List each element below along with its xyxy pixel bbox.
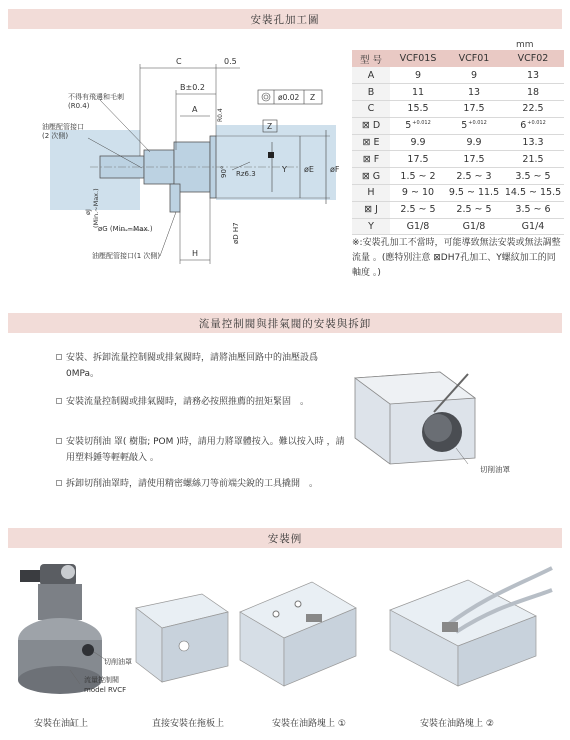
label-port-2: 油壓配管接口 — [42, 123, 84, 131]
section-title: 流量控制閥與排氣閥的安裝與拆卸 — [198, 317, 372, 330]
row-label: ⊠ J — [352, 201, 390, 218]
section-header-examples — [8, 528, 562, 548]
table-cell: G1/4 — [502, 218, 564, 235]
section-header-hole-drawing — [8, 9, 562, 29]
spec-header: VCF01S — [390, 50, 446, 67]
label-no-burr: 不得有飛邊和毛刺 — [68, 93, 124, 101]
list-item — [56, 434, 346, 466]
table-cell: 3.5 ~ 6 — [502, 201, 564, 218]
cover-highlight — [424, 414, 452, 442]
label-r04: (R0.4) — [68, 102, 90, 110]
label-model: model RVCF — [84, 686, 127, 694]
datum-marker — [268, 152, 274, 158]
tol-circ: ø0.02 — [278, 93, 300, 102]
spec-header-row — [352, 50, 564, 67]
dim-df: øF — [330, 165, 340, 174]
spec-note: ※:安裝孔加工不當時，可能導致無法安裝或無法調整流量 。(應特別注意 ⊠DH7孔加工、Y螺紋加工的同軸度 。) — [352, 238, 561, 278]
table-cell: 2.5 ~ 5 — [446, 201, 502, 218]
table-cell — [390, 117, 446, 134]
spec-table — [352, 50, 564, 235]
table-row — [352, 168, 564, 185]
dim-c: C — [176, 57, 182, 66]
table-row — [352, 67, 564, 84]
row-label: ⊠ D — [352, 117, 390, 134]
table-cell: 9.9 — [390, 134, 446, 151]
list-item — [56, 394, 346, 410]
spec-header: VCF02 — [502, 50, 564, 67]
bullet-square-icon — [56, 398, 62, 404]
row-label: Y — [352, 218, 390, 235]
table-cell: 17.5 — [446, 151, 502, 168]
table-row — [352, 218, 564, 235]
section-header-install-removal — [8, 313, 562, 333]
d-value: 5 — [405, 120, 412, 132]
bullet-text: 安裝、拆卸流量控制閥或排氣閥時，請將油壓回路中的油壓設爲0MPa。 — [66, 353, 319, 379]
datum-z: Z — [267, 122, 273, 131]
dim-05: 0.5 — [224, 57, 237, 66]
table-cell: 11 — [390, 84, 446, 101]
example-block1-image — [236, 578, 360, 690]
table-row — [352, 84, 564, 101]
example-slide-image — [132, 590, 232, 690]
bullet-square-icon — [56, 354, 62, 360]
dim-y: Y — [282, 165, 287, 174]
fitting — [20, 570, 40, 582]
table-cell: 9 — [390, 67, 446, 84]
row-label: H — [352, 185, 390, 202]
cover-removal-illustration — [350, 368, 480, 473]
table-row — [352, 101, 564, 118]
example-caption-2: 直接安裝在拖板上 — [152, 719, 225, 729]
section-title: 安裝孔加工圖 — [250, 13, 320, 26]
table-cell: 13 — [502, 67, 564, 84]
list-item — [56, 476, 346, 492]
unit-label: mm — [516, 40, 534, 50]
table-cell: 9.5 ~ 11.5 — [446, 185, 502, 202]
d-tolerance: +0.012 — [412, 120, 431, 127]
table-cell: 15.5 — [390, 101, 446, 118]
table-cell — [446, 117, 502, 134]
label-cover: 切削油罩 — [104, 658, 132, 666]
table-cell: 2.5 ~ 5 — [390, 201, 446, 218]
body-block-right — [216, 125, 336, 200]
leader-port1 — [160, 212, 176, 256]
table-row — [352, 117, 564, 134]
dim-a: A — [192, 105, 198, 114]
spec-header: 型 号 — [352, 50, 390, 67]
valve-knob — [61, 565, 75, 579]
tol-z: Z — [310, 93, 316, 102]
bullet-text: 安裝流量控制閥或排氣閥時，請務必按照推薦的扭矩緊固 。 — [66, 397, 310, 407]
table-cell: 9 ~ 10 — [390, 185, 446, 202]
table-cell: 18 — [502, 84, 564, 101]
d-value: 6 — [520, 120, 527, 132]
example-caption-1: 安裝在油缸上 — [34, 719, 89, 729]
table-cell: G1/8 — [390, 218, 446, 235]
dim-b: B±0.2 — [180, 83, 205, 92]
bore-stem — [170, 184, 180, 212]
label-j2: (Min.~Max.) — [92, 188, 100, 228]
table-cell: 2.5 ~ 3 — [446, 168, 502, 185]
dim-90: 90° — [220, 165, 228, 178]
label-g: øG (Min.~Max.) — [98, 225, 153, 233]
d-tolerance: +0.012 — [527, 120, 546, 127]
example-caption-3: 安裝在油路塊上 ① — [272, 719, 346, 729]
table-cell: 9.9 — [446, 134, 502, 151]
table-cell — [502, 117, 564, 134]
example-caption-4: 安裝在油路塊上 ② — [420, 719, 494, 729]
dim-rmax: R0.4 — [217, 108, 224, 122]
table-row — [352, 201, 564, 218]
table-cell: 3.5 ~ 5 — [502, 168, 564, 185]
section-title: 安裝例 — [267, 532, 303, 545]
label-valve: 流量控制閥 — [84, 676, 119, 684]
table-cell: 14.5 ~ 15.5 — [502, 185, 564, 202]
clamp-arm — [38, 584, 82, 620]
valve-icon — [442, 622, 458, 632]
spec-header: VCF01 — [446, 50, 502, 67]
bullet-text: 安裝切削油 罩( 樹脂; POM )時，請用力將罩體按入。難以按入時 ，請用塑料錘等輕輕敲入 。 — [66, 437, 345, 463]
valve-icon — [306, 614, 322, 622]
dim-rz: Rz6.3 — [236, 170, 256, 178]
port-circle — [273, 611, 279, 617]
table-cell: 21.5 — [502, 151, 564, 168]
port-circle — [295, 601, 301, 607]
cover-dot — [82, 644, 94, 656]
dim-dd: øD H7 — [232, 222, 240, 244]
bullet-square-icon — [56, 438, 62, 444]
row-label: ⊠ G — [352, 168, 390, 185]
bullet-square-icon — [56, 480, 62, 486]
cover-caption: 切削油罩 — [480, 465, 510, 474]
dim-h: H — [192, 249, 199, 258]
table-cell: 13.3 — [502, 134, 564, 151]
list-item — [56, 350, 346, 382]
table-cell: 1.5 ~ 2 — [390, 168, 446, 185]
port-circle — [179, 641, 189, 651]
table-cell: 17.5 — [446, 101, 502, 118]
table-cell: 17.5 — [390, 151, 446, 168]
row-label: A — [352, 67, 390, 84]
table-row — [352, 134, 564, 151]
row-label: B — [352, 84, 390, 101]
d-tolerance: +0.012 — [468, 120, 487, 127]
dim-de: øE — [304, 165, 314, 174]
row-label: ⊠ F — [352, 151, 390, 168]
table-cell: 22.5 — [502, 101, 564, 118]
row-label: C — [352, 101, 390, 118]
table-row — [352, 151, 564, 168]
mounting-hole-drawing — [0, 30, 350, 270]
label-j: øJ — [84, 209, 92, 215]
row-label: ⊠ E — [352, 134, 390, 151]
label-port-2b: (2 次側) — [42, 132, 69, 140]
table-cell: 13 — [446, 84, 502, 101]
table-cell: G1/8 — [446, 218, 502, 235]
table-row — [352, 185, 564, 202]
table-cell: 9 — [446, 67, 502, 84]
d-value: 5 — [461, 120, 468, 132]
label-port-1: 油壓配管接口(1 次側) — [92, 252, 161, 260]
bullet-text: 拆卸切削油罩時，請使用精密螺絲刀等前端尖銳的工具撬開 。 — [66, 479, 319, 489]
example-block2-image — [386, 566, 554, 690]
